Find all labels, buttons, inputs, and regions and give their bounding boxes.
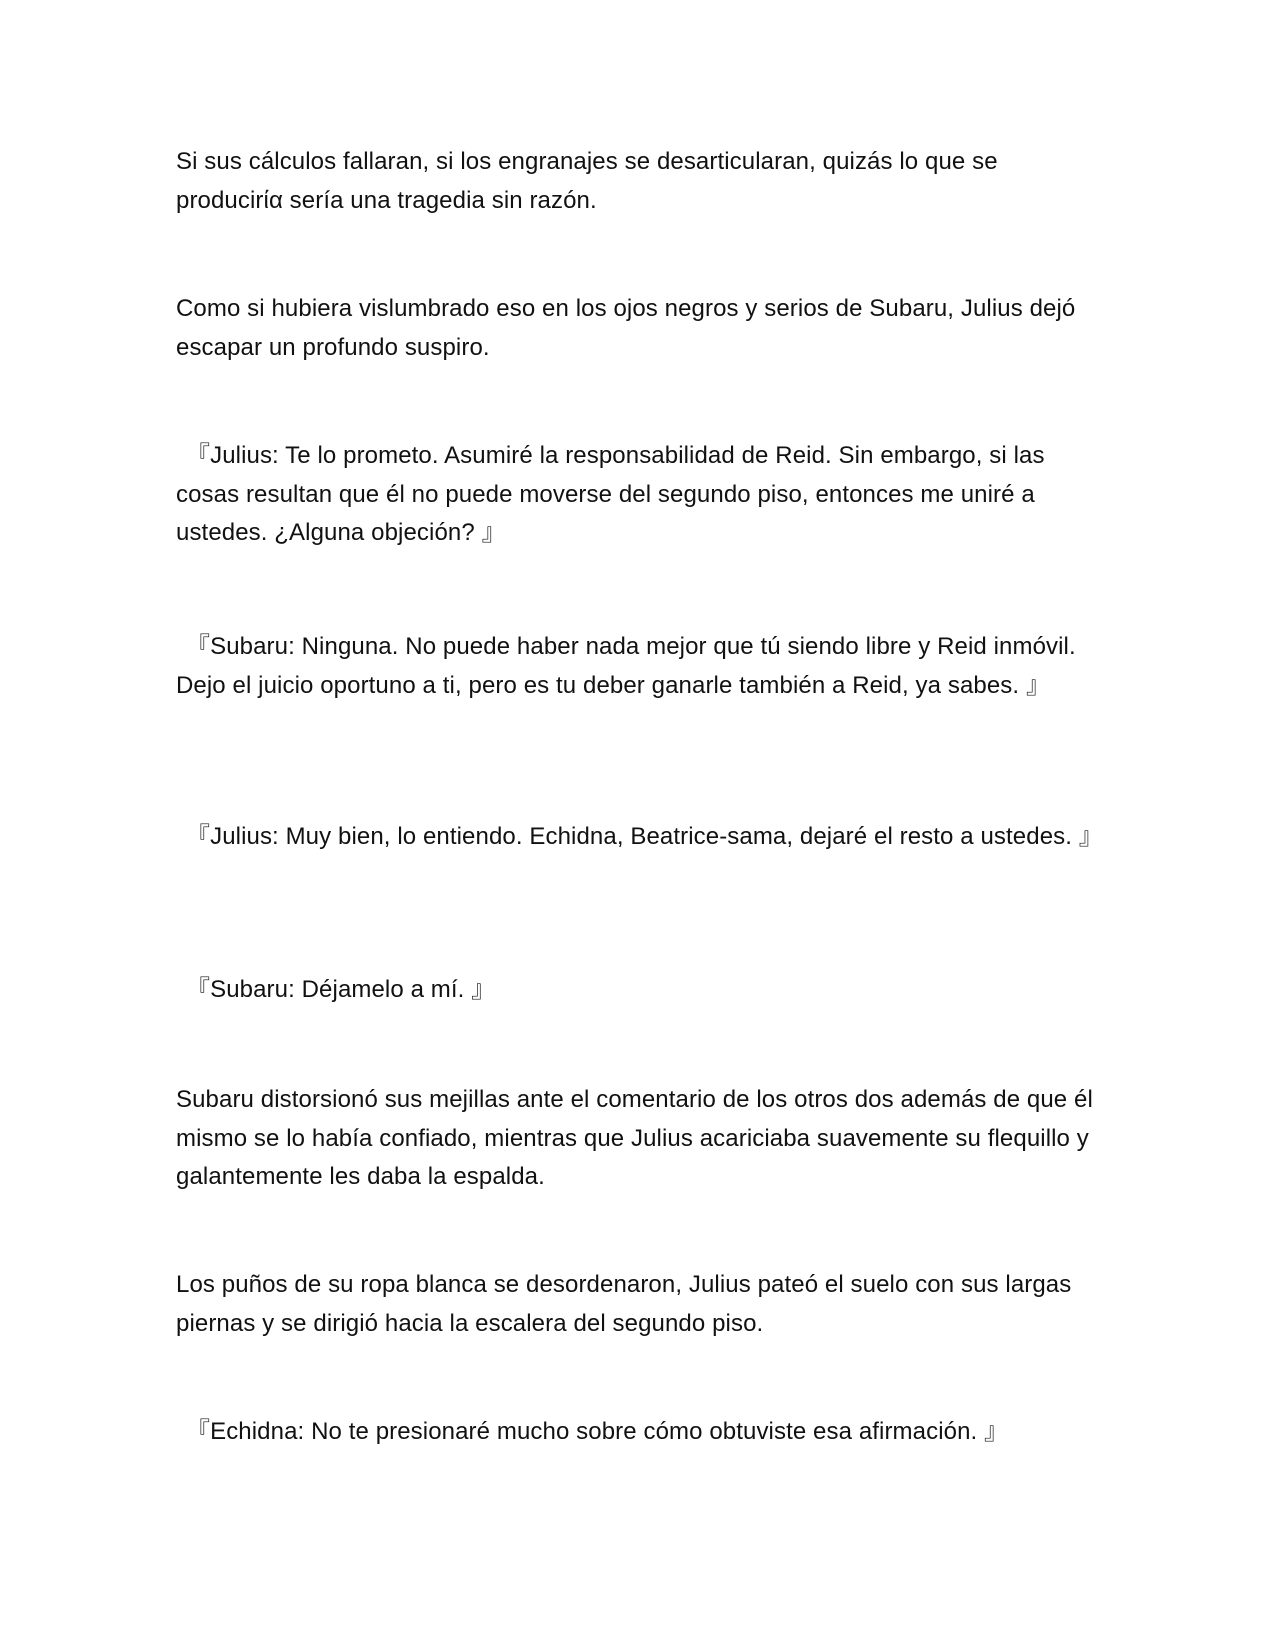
paragraph-dialogue-echidna-1: 『Echidna: No te presionaré mucho sobre cómo obtuviste esa afirmación. 』 xyxy=(186,1418,1009,1445)
paragraph-narration-2: Como si hubiera vislumbrado eso en los ojos negros y serios de Subaru, Julius dejó escapar un profundo suspiro. xyxy=(176,295,1076,361)
paragraph-narration-3: Subaru distorsionó sus mejillas ante el comentario de los otros dos además de que él mismo se lo había confiado, mientras que Julius acariciaba suavemente su flequillo y galantemente les daba la espalda. xyxy=(176,1086,1093,1190)
paragraph-narration-1: Si sus cálculos fallaran, si los engranajes se desarticularan, quizás lo que se producirία sería una tragedia sin razón. xyxy=(176,148,998,214)
paragraph-narration-4: Los puños de su ropa blanca se desordenaron, Julius pateó el suelo con sus largas piernas y se dirigió hacia la escalera del segundo piso. xyxy=(176,1271,1072,1337)
paragraph-dialogue-subaru-2: 『Subaru: Déjamelo a mí. 』 xyxy=(186,976,496,1003)
paragraph-dialogue-julius-2: 『Julius: Muy bien, lo entiendo. Echidna, Beatrice-sama, dejaré el resto a ustedes. 』 xyxy=(186,823,1103,850)
paragraph-dialogue-julius-1: 『Julius: Te lo prometo. Asumiré la responsabilidad de Reid. Sin embargo, si las cosas resultan que él no puede moverse del segundo piso, entonces me uniré a ustedes. ¿Alguna objeción? 』 xyxy=(176,442,1045,546)
paragraph-dialogue-subaru-1: 『Subaru: Ninguna. No puede haber nada mejor que tú siendo libre y Reid inmóvil. Dejo el juicio oportuno a ti, pero es tu deber ganarle también a Reid, ya sabes. 』 xyxy=(176,633,1076,699)
